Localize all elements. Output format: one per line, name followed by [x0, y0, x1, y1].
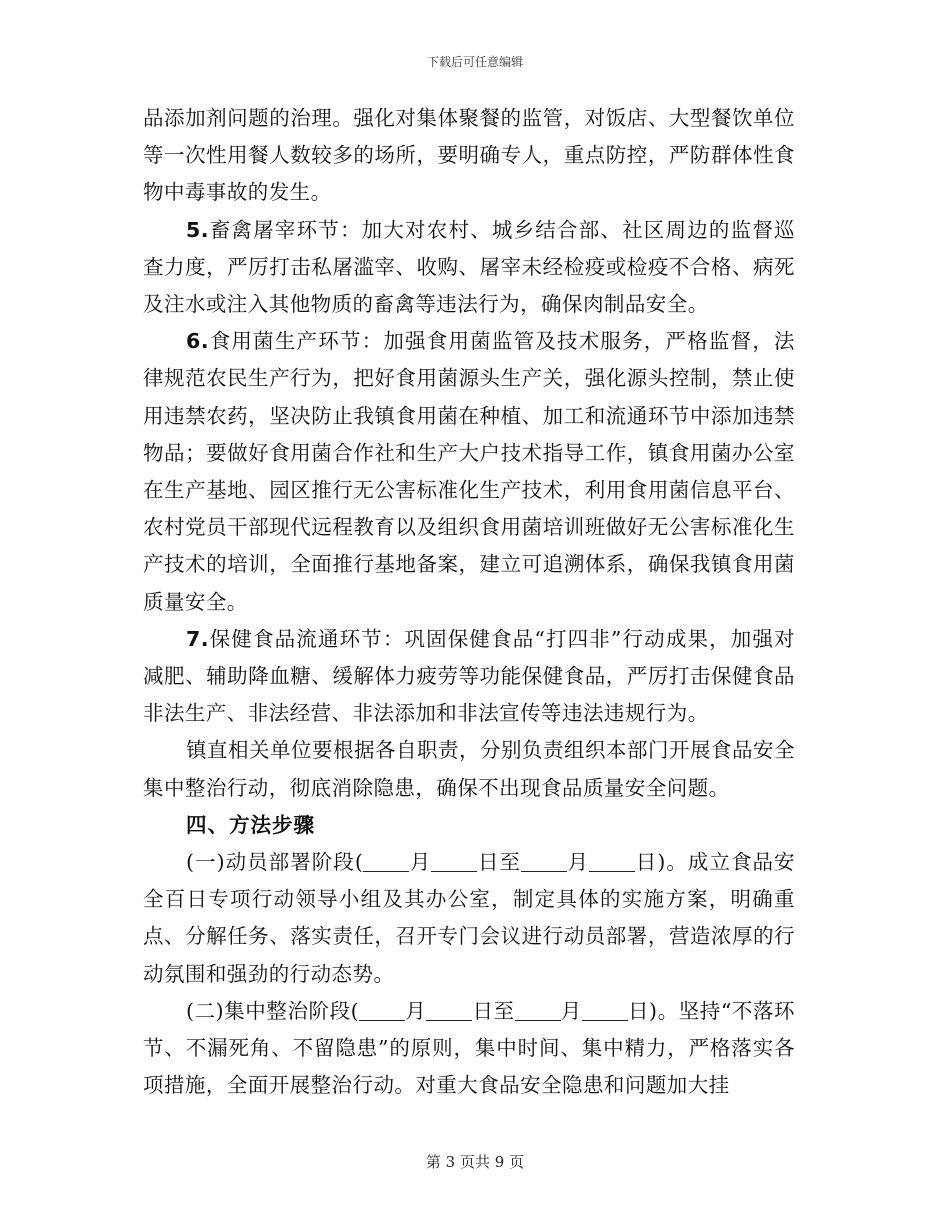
- paragraph-continued: 品添加剂问题的治理。强化对集体聚餐的监管，对饭店、大型餐饮单位等一次性用餐人数较多的场所，要明确专人，重点防控，严防群体性食物中毒事故的发生。: [143, 106, 795, 205]
- paragraph-text: 畜禽屠宰环节：加大对农村、城乡结合部、社区周边的监督巡查力度，严厉打击私屠滥宰、收购、屠宰未经检疫或检疫不合格、病死及注水或注入其他物质的畜禽等违法行为，确保肉制品安全。: [143, 217, 795, 317]
- date-blank: [431, 845, 477, 872]
- paragraph-mobilization-stage: [143, 844, 795, 993]
- stage-prefix: (一)动员部署阶段(: [186, 850, 364, 875]
- date-blank: [515, 994, 561, 1021]
- date-blank: [359, 994, 405, 1021]
- page-header: 下载后可任意编辑: [426, 55, 523, 69]
- item-number: 6.: [186, 329, 209, 354]
- month-label: 月: [560, 998, 582, 1023]
- day-to-label: 日至: [472, 998, 515, 1023]
- paragraph-livestock-slaughter: [143, 212, 795, 324]
- month-label: 月: [405, 998, 427, 1023]
- date-blank: [363, 845, 409, 872]
- month-label: 月: [409, 850, 432, 875]
- day-to-label: 日至: [477, 850, 522, 875]
- paragraph-health-food: [143, 621, 795, 733]
- page-footer: 第 3 页共 9 页: [425, 1153, 525, 1171]
- paragraph-edible-fungi: [143, 323, 795, 621]
- document-body: [143, 100, 795, 1104]
- day-end-label: 日): [635, 850, 666, 875]
- paragraph-rectification-stage: [143, 993, 795, 1105]
- item-number: 5.: [186, 217, 209, 242]
- paragraph-text: 。成立食品安全百日专项行动领导小组及其办公室，制定具体的实施方案，明确重点、分解任务、落实责任，召开专门会议进行动员部署，营造浓厚的行动氛围和强劲的行动态势。: [143, 850, 796, 986]
- date-blank: [521, 845, 567, 872]
- stage-prefix: (二)集中整治阶段(: [186, 998, 360, 1023]
- paragraph-text: 食用菌生产环节：加强食用菌监管及技术服务，严格监督，法律规范农民生产行为，把好食用菌源头生产关，强化源头控制，禁止使用违禁农药，坚决防止我镇食用菌在种植、加工和流通环节中添加违禁物品；要做好食用菌合作社和生产大户技术指导工作，镇食用菌办公室在生产基地、园区推行无公害标准化生产技术，利用食用菌信息平台、农村党员干部现代远程教育以及组织食用菌培训班做好无公害标准化生产技术的培训，全面推行基地备案，建立可追溯体系，确保我镇食用菌质量安全。: [143, 329, 795, 614]
- paragraph-text: 。坚持“不落环节、不漏死角、不留隐患”的原则，集中时间、集中精力，严格落实各项措施，全面开展整治行动。对重大食品安全隐患和问题加大挂: [143, 998, 795, 1098]
- paragraph-responsibilities: 镇直相关单位要根据各自职责，分别负责组织本部门开展食品安全集中整治行动，彻底消除隐患，确保不出现食品质量安全问题。: [143, 738, 795, 800]
- item-number: 7.: [186, 626, 209, 651]
- date-blank: [589, 845, 635, 872]
- date-blank: [426, 994, 472, 1021]
- section-heading: 四、方法步骤: [186, 812, 315, 837]
- date-blank: [582, 994, 628, 1021]
- paragraph-text: 保健食品流通环节：巩固保健食品“打四非”行动成果，加强对减肥、辅助降血糖、缓解体力疲劳等功能保健食品，严厉打击保健食品非法生产、非法经营、非法添加和非法宣传等违法违规行为。: [143, 626, 795, 726]
- day-end-label: 日): [627, 998, 658, 1023]
- month-label: 月: [567, 850, 590, 875]
